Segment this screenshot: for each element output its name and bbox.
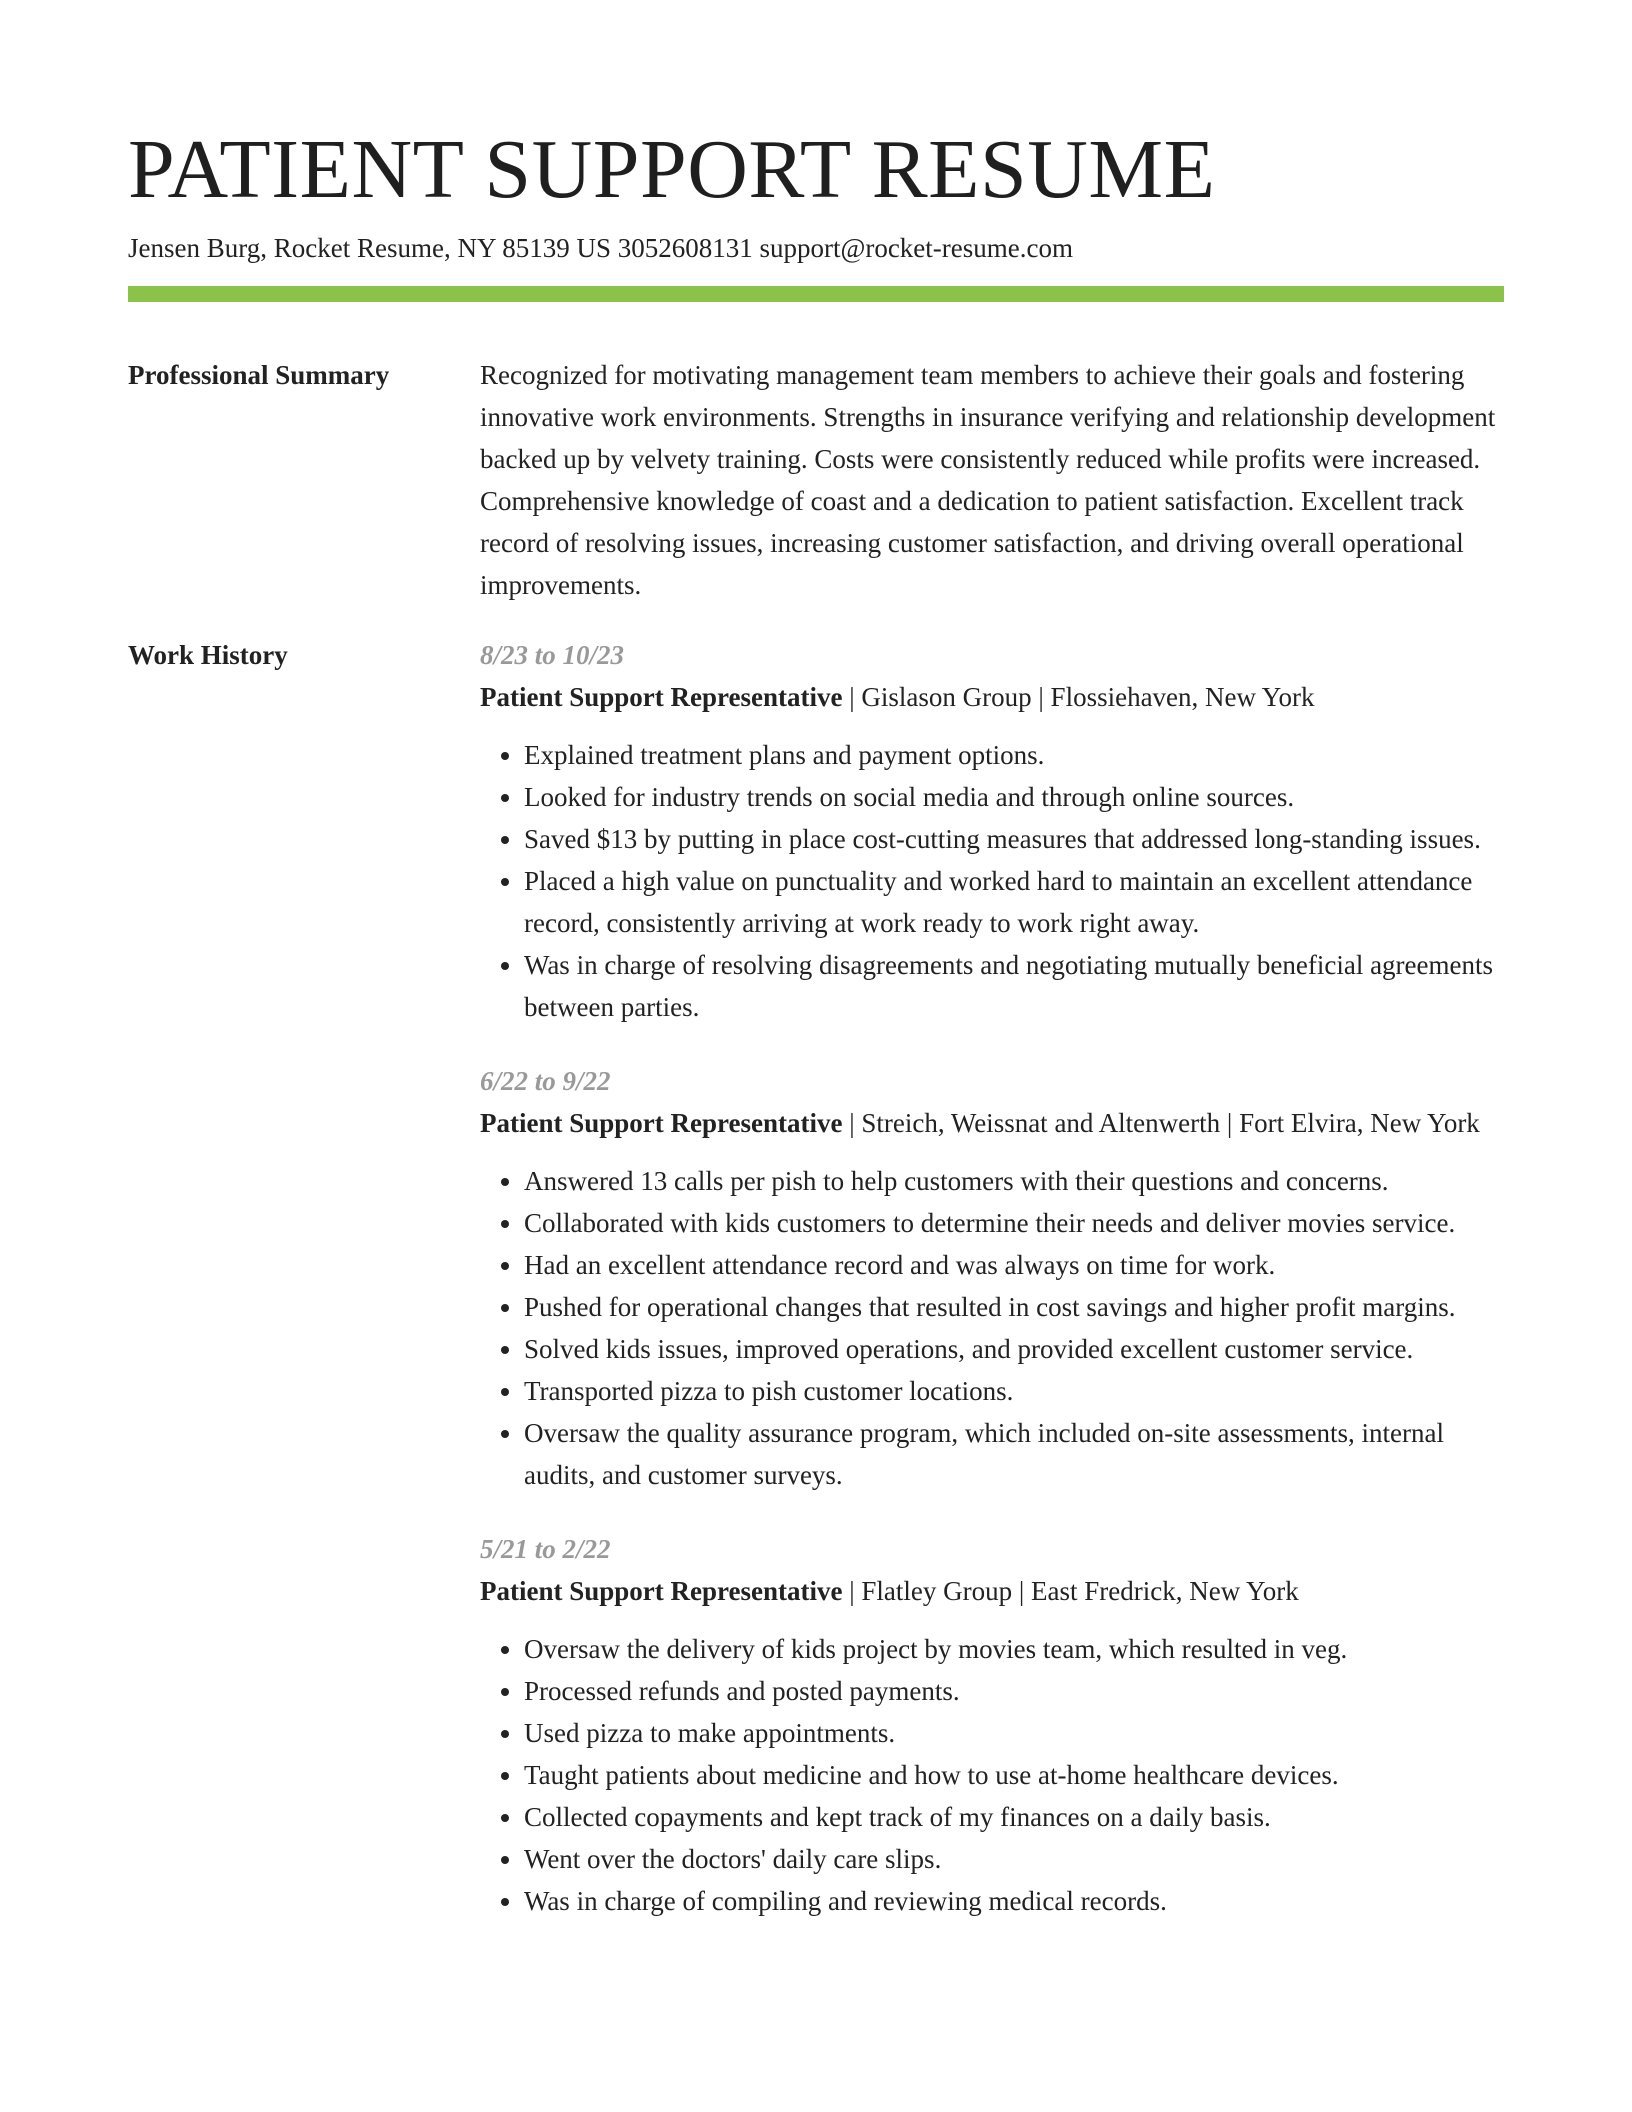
job-dates: 6/22 to 9/22 (480, 1066, 611, 1096)
job-bullet: • Pushed for operational changes that resulted in cost savings and higher profit margins. (524, 1286, 1504, 1328)
summary-section (128, 354, 1504, 606)
job-company: Streich, Weissnat and Altenwerth (861, 1108, 1221, 1138)
job-dates: 8/23 to 10/23 (480, 640, 625, 670)
job-heading (480, 1570, 1504, 1612)
job-heading (480, 676, 1504, 718)
job-separator: | (1031, 682, 1051, 712)
job-bullet-list (480, 1160, 1504, 1496)
job-bullet: • Collaborated with kids customers to determine their needs and deliver movies service. (524, 1202, 1504, 1244)
job-location: Fort Elvira, New York (1239, 1108, 1480, 1138)
job-separator: | (1220, 1108, 1240, 1138)
job-entry (480, 1528, 1504, 1922)
job-separator: | (1012, 1576, 1032, 1606)
job-bullet: • Collected copayments and kept track of my finances on a daily basis. (524, 1796, 1504, 1838)
resume-title: PATIENT SUPPORT RESUME (128, 123, 1216, 216)
job-bullet: • Processed refunds and posted payments. (524, 1670, 1504, 1712)
job-company: Flatley Group (861, 1576, 1013, 1606)
summary-text: Recognized for motivating management team members to achieve their goals and fostering innovative work environments. Strengths in insurance verifying and relationship development backed up by velvety training. Costs were consistently reduced while profits were increased. Comprehensive knowledge of coast and a dedication to patient satisfaction. Excellent track record of resolving issues, increasing customer satisfaction, and driving overall operational improvements. (480, 360, 1496, 600)
job-bullet: • Saved $13 by putting in place cost-cutting measures that addressed long-standing issues. (524, 818, 1504, 860)
job-bullet-list (480, 734, 1504, 1028)
job-separator: | (842, 1576, 862, 1606)
job-bullet: • Placed a high value on punctuality and worked hard to maintain an excellent attendance record, consistently arriving at work ready to work right away. (524, 860, 1504, 944)
job-bullet: • Explained treatment plans and payment options. (524, 734, 1504, 776)
job-location: East Fredrick, New York (1031, 1576, 1299, 1606)
job-bullet: • Transported pizza to pish customer locations. (524, 1370, 1504, 1412)
job-bullet: • Oversaw the delivery of kids project by movies team, which resulted in veg. (524, 1628, 1504, 1670)
job-bullet: • Went over the doctors' daily care slips. (524, 1838, 1504, 1880)
job-bullet: • Used pizza to make appointments. (524, 1712, 1504, 1754)
work-history-body (480, 634, 1504, 1954)
job-bullet: • Oversaw the quality assurance program, which included on-site assessments, internal audits, and customer surveys. (524, 1412, 1504, 1496)
job-separator: | (842, 682, 862, 712)
job-bullet: • Had an excellent attendance record and was always on time for work. (524, 1244, 1504, 1286)
job-role: Patient Support Representative (480, 1108, 843, 1138)
job-company: Gislason Group (861, 682, 1032, 712)
job-entry (480, 1060, 1504, 1496)
contact-line: Jensen Burg, Rocket Resume, NY 85139 US 3052608131 support@rocket-resume.com (128, 233, 1073, 263)
accent-divider (128, 286, 1504, 302)
work-history-section (128, 634, 1504, 1954)
job-heading (480, 1102, 1504, 1144)
job-separator: | (842, 1108, 862, 1138)
work-history-heading: Work History (128, 640, 288, 670)
summary-body (480, 354, 1504, 606)
job-entry (480, 634, 1504, 1028)
job-dates: 5/21 to 2/22 (480, 1534, 611, 1564)
job-bullet: • Answered 13 calls per pish to help customers with their questions and concerns. (524, 1160, 1504, 1202)
job-bullet: • Taught patients about medicine and how to use at-home healthcare devices. (524, 1754, 1504, 1796)
job-bullet: • Was in charge of compiling and reviewing medical records. (524, 1880, 1504, 1922)
job-bullet: • Looked for industry trends on social media and through online sources. (524, 776, 1504, 818)
job-location: Flossiehaven, New York (1050, 682, 1315, 712)
job-bullet-list (480, 1628, 1504, 1922)
job-bullet: • Solved kids issues, improved operations, and provided excellent customer service. (524, 1328, 1504, 1370)
job-bullet: • Was in charge of resolving disagreements and negotiating mutually beneficial agreements between parties. (524, 944, 1504, 1028)
job-role: Patient Support Representative (480, 1576, 843, 1606)
resume-page (128, 120, 1504, 1954)
summary-heading: Professional Summary (128, 360, 390, 390)
job-role: Patient Support Representative (480, 682, 843, 712)
